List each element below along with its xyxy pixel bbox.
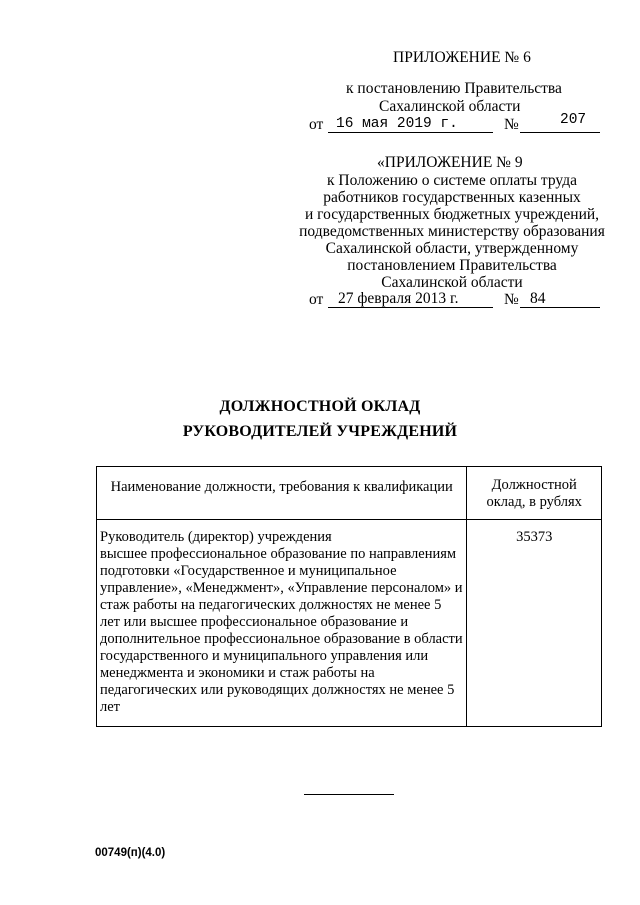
appendix-9-date: 27 февраля 2013 г.	[338, 290, 459, 307]
appendix-9-line: работников государственных казенных	[323, 189, 581, 206]
appendix-6-date: 16 мая 2019 г.	[336, 116, 458, 132]
header-position: Наименование должности, требования к квалификации	[97, 467, 467, 520]
position-title: Руководитель (директор) учреждения	[100, 529, 332, 545]
appendix-6-region: Сахалинской области	[379, 98, 521, 115]
document-code: 00749(п)(4.0)	[95, 847, 166, 859]
document-heading-line-2: РУКОВОДИТЕЛЕЙ УЧРЕЖДЕНИЙ	[182, 423, 458, 440]
appendix-9-line: к Положению о системе оплаты труда	[327, 172, 577, 189]
table-header-row	[97, 467, 602, 520]
appendix-6-reference: к постановлению Правительства	[346, 80, 562, 97]
table-row	[97, 520, 602, 727]
appendix-6-number-field	[520, 114, 600, 133]
appendix-9-line: подведомственных министерству образования	[299, 223, 605, 240]
appendix-9-line: Сахалинской области, утвержденному	[325, 240, 579, 257]
appendix-9-line: и государственных бюджетных учреждений,	[304, 206, 600, 223]
appendix-6-number: 207	[560, 112, 587, 128]
appendix-9-line: Сахалинской области	[381, 274, 523, 291]
appendix-6-title: ПРИЛОЖЕНИЕ № 6	[393, 49, 531, 66]
appendix-9-date-field	[328, 289, 493, 308]
appendix-6-date-prefix: от	[309, 116, 324, 133]
appendix-6-number-prefix: №	[504, 116, 519, 133]
appendix-9-date-prefix: от	[309, 291, 324, 308]
salary-table	[96, 466, 602, 727]
appendix-6-date-field	[328, 114, 493, 133]
document-heading-line-1: ДОЛЖНОСТНОЙ ОКЛАД	[219, 398, 421, 415]
header-salary: Должностной оклад, в рублях	[467, 467, 602, 520]
appendix-9-number-field	[520, 289, 600, 308]
salary-cell: 35373	[467, 520, 602, 727]
appendix-9-title: «ПРИЛОЖЕНИЕ № 9	[377, 154, 523, 171]
appendix-9-line: постановлением Правительства	[347, 257, 557, 274]
appendix-9-number: 84	[530, 290, 546, 307]
position-cell	[97, 520, 467, 727]
closing-rule	[304, 794, 394, 795]
appendix-9-number-prefix: №	[504, 291, 519, 308]
position-requirements: высшее профессиональное образование по направлениям подготовки «Государственное и муниципальное управление», «Менеджмент», «Управление персоналом» и стаж работы на педагогических должностях не менее 5 лет или высшее профессиональное образование и дополнительное профессиональное образование в области государственного и муниципального управления или менеджмента и экономики и стаж работы на педагогических или руководящих должностях не менее 5 лет	[100, 546, 463, 715]
